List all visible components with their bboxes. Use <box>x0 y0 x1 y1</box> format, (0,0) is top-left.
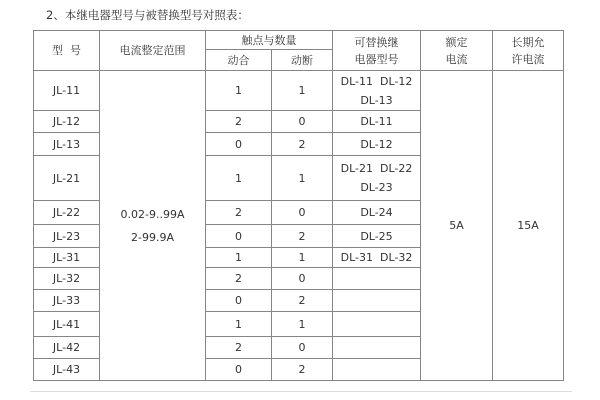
no-contacts-cell: 1 <box>206 312 272 337</box>
replaceable-cell: DL-21 DL-22 DL-23 <box>333 156 421 201</box>
rated-current-cell: 5A <box>421 71 493 381</box>
model-cell: JL-21 <box>34 156 100 201</box>
no-contacts-cell: 2 <box>206 111 272 133</box>
longterm-current-cell: 15A <box>493 71 564 381</box>
nc-contacts-cell: 0 <box>272 111 333 133</box>
nc-contacts-cell: 0 <box>272 337 333 359</box>
model-cell: JL-31 <box>34 248 100 268</box>
relay-comparison-table <box>33 30 564 381</box>
no-contacts-cell: 0 <box>206 133 272 156</box>
nc-contacts-cell: 2 <box>272 225 333 248</box>
no-contacts-cell: 2 <box>206 337 272 359</box>
col-header-replaceable-model: 可替换继 电器型号 <box>333 31 421 71</box>
model-cell: JL-32 <box>34 268 100 290</box>
no-contacts-cell: 1 <box>206 156 272 201</box>
nc-contacts-cell: 2 <box>272 359 333 381</box>
col-header-current-range: 电流整定范围 <box>100 31 206 71</box>
nc-contacts-cell: 1 <box>272 71 333 111</box>
replaceable-cell: DL-24 <box>333 201 421 225</box>
nc-contacts-cell: 0 <box>272 201 333 225</box>
model-cell: JL-41 <box>34 312 100 337</box>
no-contacts-cell: 0 <box>206 225 272 248</box>
model-cell: JL-13 <box>34 133 100 156</box>
replaceable-cell: DL-12 <box>333 133 421 156</box>
col-header-normally-open: 动合 <box>206 50 272 71</box>
model-cell: JL-43 <box>34 359 100 381</box>
no-contacts-cell: 2 <box>206 268 272 290</box>
page-title: 2、本继电器型号与被替换型号对照表： <box>46 8 249 22</box>
replaceable-cell: DL-25 <box>333 225 421 248</box>
replaceable-cell <box>333 337 421 359</box>
nc-contacts-cell: 2 <box>272 133 333 156</box>
col-header-longterm-current: 长期允 许电流 <box>493 31 564 71</box>
nc-contacts-cell: 1 <box>272 248 333 268</box>
nc-contacts-cell: 0 <box>272 268 333 290</box>
col-header-contacts-group: 触点与数量 <box>206 31 333 50</box>
no-contacts-cell: 2 <box>206 201 272 225</box>
nc-contacts-cell: 1 <box>272 312 333 337</box>
model-cell: JL-12 <box>34 111 100 133</box>
replaceable-cell <box>333 359 421 381</box>
page-bottom-divider <box>30 391 572 392</box>
no-contacts-cell: 0 <box>206 359 272 381</box>
table-row <box>34 71 564 111</box>
model-cell: JL-22 <box>34 201 100 225</box>
replaceable-cell <box>333 268 421 290</box>
model-cell: JL-33 <box>34 290 100 312</box>
col-header-normally-closed: 动断 <box>272 50 333 71</box>
replaceable-cell <box>333 290 421 312</box>
replaceable-cell: DL-11 DL-12 DL-13 <box>333 71 421 111</box>
replaceable-cell <box>333 312 421 337</box>
col-header-model: 型 号 <box>34 31 100 71</box>
model-cell: JL-23 <box>34 225 100 248</box>
no-contacts-cell: 0 <box>206 290 272 312</box>
nc-contacts-cell: 1 <box>272 156 333 201</box>
current-range-cell: 0.02-9..99A 2-99.9A <box>100 71 206 381</box>
model-cell: JL-11 <box>34 71 100 111</box>
no-contacts-cell: 1 <box>206 71 272 111</box>
replaceable-cell: DL-11 <box>333 111 421 133</box>
replaceable-cell: DL-31 DL-32 <box>333 248 421 268</box>
nc-contacts-cell: 2 <box>272 290 333 312</box>
no-contacts-cell: 1 <box>206 248 272 268</box>
model-cell: JL-42 <box>34 337 100 359</box>
table-header-row-1 <box>34 31 564 50</box>
col-header-rated-current: 额定 电流 <box>421 31 493 71</box>
